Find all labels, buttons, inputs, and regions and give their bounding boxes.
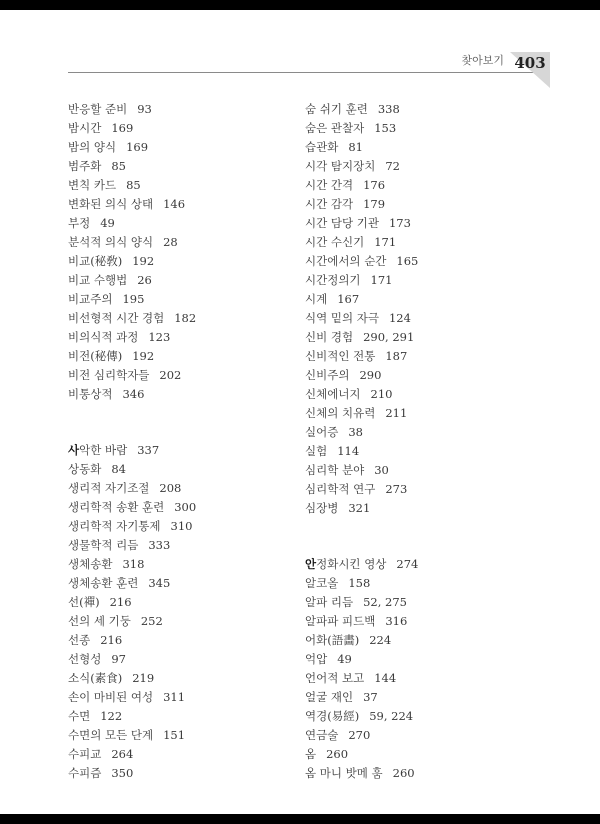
index-term: 신체의 치유력 — [305, 406, 376, 420]
index-term: 선(禪) — [68, 595, 100, 609]
index-entry — [68, 517, 288, 536]
index-pages: 151 — [163, 728, 186, 742]
index-entry — [68, 631, 288, 650]
index-pages: 85 — [111, 159, 126, 173]
index-term: 수면의 모든 단계 — [68, 728, 154, 742]
index-term: 생체송환 훈련 — [68, 576, 139, 590]
index-term: 시간에서의 순간 — [305, 254, 387, 268]
index-term: 옴 — [305, 747, 317, 761]
index-term: 선형성 — [68, 652, 102, 666]
index-term: 실험 — [305, 444, 328, 458]
index-term: 심리학 분야 — [305, 463, 365, 477]
index-entry — [305, 271, 550, 290]
index-pages: 260 — [392, 766, 415, 780]
index-pages: 216 — [109, 595, 132, 609]
index-entry — [305, 745, 550, 764]
index-term: 비통상적 — [68, 387, 113, 401]
index-entry — [68, 593, 288, 612]
index-entry — [305, 650, 550, 669]
index-entry — [305, 195, 550, 214]
page-number: 403 — [514, 54, 546, 72]
index-term: 알파파 피드백 — [305, 614, 376, 628]
top-border-bar — [0, 0, 600, 10]
index-pages: 211 — [385, 406, 408, 420]
index-pages: 28 — [163, 235, 178, 249]
index-term: 실어증 — [305, 425, 339, 439]
index-term: 시간 수신기 — [305, 235, 365, 249]
index-term: 변칙 카드 — [68, 178, 117, 192]
index-entry — [68, 612, 288, 631]
index-term: 옴 마니 밧메 훔 — [305, 766, 383, 780]
index-pages: 26 — [137, 273, 152, 287]
index-term: 심리학적 연구 — [305, 482, 376, 496]
index-term: 상동화 — [68, 462, 102, 476]
index-term: 심장병 — [305, 501, 339, 515]
index-term: 소식(素食) — [68, 671, 123, 685]
index-entry — [68, 309, 288, 328]
index-pages: 192 — [132, 254, 155, 268]
index-pages: 37 — [363, 690, 378, 704]
index-entry — [68, 385, 288, 404]
index-term: 비의식적 과정 — [68, 330, 139, 344]
index-entry — [68, 726, 288, 745]
bottom-border-bar — [0, 814, 600, 824]
index-term: 언어적 보고 — [305, 671, 365, 685]
header-rule — [68, 72, 550, 73]
index-entry — [305, 726, 550, 745]
index-pages: 146 — [163, 197, 186, 211]
index-entry — [68, 195, 288, 214]
index-term: 어화(語畵) — [305, 633, 360, 647]
index-entry — [68, 271, 288, 290]
index-term: 생리학적 송환 훈련 — [68, 500, 165, 514]
index-entry — [68, 498, 288, 517]
index-pages: 144 — [374, 671, 397, 685]
index-pages: 210 — [370, 387, 393, 401]
index-pages: 216 — [100, 633, 123, 647]
index-pages: 124 — [388, 311, 411, 325]
group-gap — [305, 518, 550, 555]
index-pages: 300 — [174, 500, 197, 514]
index-term: 수피즘 — [68, 766, 102, 780]
index-entry — [68, 252, 288, 271]
index-pages: 274 — [396, 557, 419, 571]
index-entry — [68, 214, 288, 233]
index-pages: 270 — [348, 728, 371, 742]
index-pages: 202 — [159, 368, 182, 382]
index-term: 변화된 의식 상태 — [68, 197, 154, 211]
index-entry — [68, 479, 288, 498]
index-pages: 153 — [374, 121, 397, 135]
index-pages: 49 — [337, 652, 352, 666]
index-term: 숨은 관찰자 — [305, 121, 365, 135]
index-entry — [305, 385, 550, 404]
index-term: 시간 간격 — [305, 178, 354, 192]
index-entry — [68, 688, 288, 707]
index-term: 신비적인 전통 — [305, 349, 376, 363]
index-pages: 38 — [348, 425, 363, 439]
index-pages: 173 — [388, 216, 411, 230]
index-entry — [68, 233, 288, 252]
index-term: 생리학적 자기통제 — [68, 519, 161, 533]
index-term: 비교주의 — [68, 292, 113, 306]
index-entry — [68, 669, 288, 688]
index-entry — [68, 574, 288, 593]
index-entry — [305, 347, 550, 366]
index-entry — [68, 745, 288, 764]
index-term: 분석적 의식 양식 — [68, 235, 154, 249]
index-pages: 338 — [377, 102, 400, 116]
index-pages: 273 — [385, 482, 408, 496]
index-entry — [305, 442, 550, 461]
index-term: 시계 — [305, 292, 328, 306]
index-entry — [305, 555, 550, 574]
index-entry — [68, 764, 288, 783]
index-entry — [68, 138, 288, 157]
index-pages: 85 — [126, 178, 141, 192]
index-pages: 182 — [174, 311, 197, 325]
index-pages: 208 — [159, 481, 182, 495]
index-term: 연금술 — [305, 728, 339, 742]
index-pages: 158 — [348, 576, 371, 590]
index-term: 습관화 — [305, 140, 339, 154]
index-pages: 81 — [348, 140, 363, 154]
index-term: 비교(秘敎) — [68, 254, 123, 268]
index-entry — [305, 574, 550, 593]
index-entry — [305, 138, 550, 157]
index-term: 손이 마비된 여성 — [68, 690, 154, 704]
index-pages: 224 — [369, 633, 392, 647]
index-pages: 179 — [363, 197, 386, 211]
index-pages: 337 — [137, 443, 160, 457]
index-entry — [68, 328, 288, 347]
index-term: 밤의 양식 — [68, 140, 117, 154]
index-entry — [305, 100, 550, 119]
index-term: 비선형적 시간 경험 — [68, 311, 165, 325]
index-pages: 171 — [374, 235, 397, 249]
index-entry — [68, 157, 288, 176]
index-pages: 72 — [385, 159, 400, 173]
index-term: 시간 담당 기관 — [305, 216, 379, 230]
index-pages: 311 — [163, 690, 186, 704]
index-entry — [305, 328, 550, 347]
index-pages: 187 — [385, 349, 408, 363]
index-entry — [68, 290, 288, 309]
index-entry — [68, 555, 288, 574]
index-pages: 346 — [122, 387, 145, 401]
index-term: 수면 — [68, 709, 91, 723]
index-pages: 176 — [363, 178, 386, 192]
index-entry — [305, 252, 550, 271]
index-entry — [305, 707, 550, 726]
index-entry — [305, 669, 550, 688]
index-term: 범주화 — [68, 159, 102, 173]
index-column-right — [305, 100, 550, 783]
index-term: 비전 심리학자들 — [68, 368, 150, 382]
index-term: 생물학적 리듬 — [68, 538, 139, 552]
index-pages: 290, 291 — [363, 330, 415, 344]
index-entry — [305, 631, 550, 650]
index-pages: 350 — [111, 766, 134, 780]
index-pages: 123 — [148, 330, 171, 344]
index-pages: 52, 275 — [363, 595, 407, 609]
index-pages: 84 — [111, 462, 126, 476]
index-term: 신체에너지 — [305, 387, 361, 401]
index-entry — [305, 499, 550, 518]
index-entry — [68, 347, 288, 366]
index-entry — [305, 480, 550, 499]
index-entry — [305, 688, 550, 707]
index-term: 생체송환 — [68, 557, 113, 571]
index-entry — [305, 593, 550, 612]
index-entry — [305, 764, 550, 783]
index-entry — [305, 214, 550, 233]
index-term: 안정화시킨 영상 — [305, 557, 387, 571]
index-entry — [305, 461, 550, 480]
index-term: 시간 감각 — [305, 197, 354, 211]
index-pages: 114 — [337, 444, 360, 458]
index-term: 시간정의기 — [305, 273, 361, 287]
index-pages: 122 — [100, 709, 123, 723]
index-term: 생리적 자기조절 — [68, 481, 150, 495]
index-pages: 219 — [132, 671, 155, 685]
index-term: 알파 리듬 — [305, 595, 354, 609]
index-term: 부정 — [68, 216, 91, 230]
index-term: 시각 탐지장치 — [305, 159, 376, 173]
running-header: 찾아보기 — [461, 54, 504, 67]
index-pages: 192 — [132, 349, 155, 363]
index-pages: 167 — [337, 292, 360, 306]
index-entry — [68, 460, 288, 479]
index-term: 선의 세 기둥 — [68, 614, 131, 628]
index-entry — [68, 707, 288, 726]
index-entry — [305, 290, 550, 309]
index-pages: 345 — [148, 576, 171, 590]
index-pages: 264 — [111, 747, 134, 761]
index-pages: 97 — [111, 652, 126, 666]
index-entry — [68, 441, 288, 460]
index-pages: 290 — [359, 368, 382, 382]
index-term: 얼굴 재인 — [305, 690, 354, 704]
index-term: 알코올 — [305, 576, 339, 590]
index-entry — [305, 176, 550, 195]
index-term: 반응할 준비 — [68, 102, 128, 116]
index-entry — [68, 100, 288, 119]
index-pages: 169 — [111, 121, 134, 135]
index-entry — [305, 233, 550, 252]
index-term: 수피교 — [68, 747, 102, 761]
index-entry — [68, 650, 288, 669]
index-pages: 260 — [326, 747, 349, 761]
index-pages: 49 — [100, 216, 115, 230]
index-pages: 310 — [170, 519, 193, 533]
index-term: 억압 — [305, 652, 328, 666]
index-pages: 252 — [140, 614, 163, 628]
index-term: 역경(易經) — [305, 709, 360, 723]
index-entry — [305, 404, 550, 423]
index-entry — [305, 423, 550, 442]
index-pages: 333 — [148, 538, 171, 552]
index-entry — [305, 366, 550, 385]
index-term: 신비주의 — [305, 368, 350, 382]
index-term: 비전(秘傳) — [68, 349, 123, 363]
index-entry — [305, 119, 550, 138]
index-entry — [68, 366, 288, 385]
index-pages: 30 — [374, 463, 389, 477]
index-entry — [68, 176, 288, 195]
index-entry — [305, 309, 550, 328]
index-term: 식역 밑의 자극 — [305, 311, 379, 325]
index-term: 밤시간 — [68, 121, 102, 135]
index-pages: 171 — [370, 273, 393, 287]
index-column-left — [68, 100, 288, 783]
group-gap — [68, 404, 288, 441]
index-term: 비교 수행법 — [68, 273, 128, 287]
index-pages: 195 — [122, 292, 145, 306]
index-pages: 316 — [385, 614, 408, 628]
index-term: 신비 경험 — [305, 330, 354, 344]
index-pages: 93 — [137, 102, 152, 116]
index-term: 숨 쉬기 훈련 — [305, 102, 368, 116]
index-entry — [68, 536, 288, 555]
index-term: 사악한 바람 — [68, 443, 128, 457]
index-pages: 169 — [126, 140, 149, 154]
index-term: 선종 — [68, 633, 91, 647]
index-pages: 321 — [348, 501, 371, 515]
index-pages: 59, 224 — [369, 709, 414, 723]
index-pages: 318 — [122, 557, 145, 571]
index-entry — [305, 157, 550, 176]
index-entry — [305, 612, 550, 631]
index-pages: 165 — [396, 254, 419, 268]
index-entry — [68, 119, 288, 138]
